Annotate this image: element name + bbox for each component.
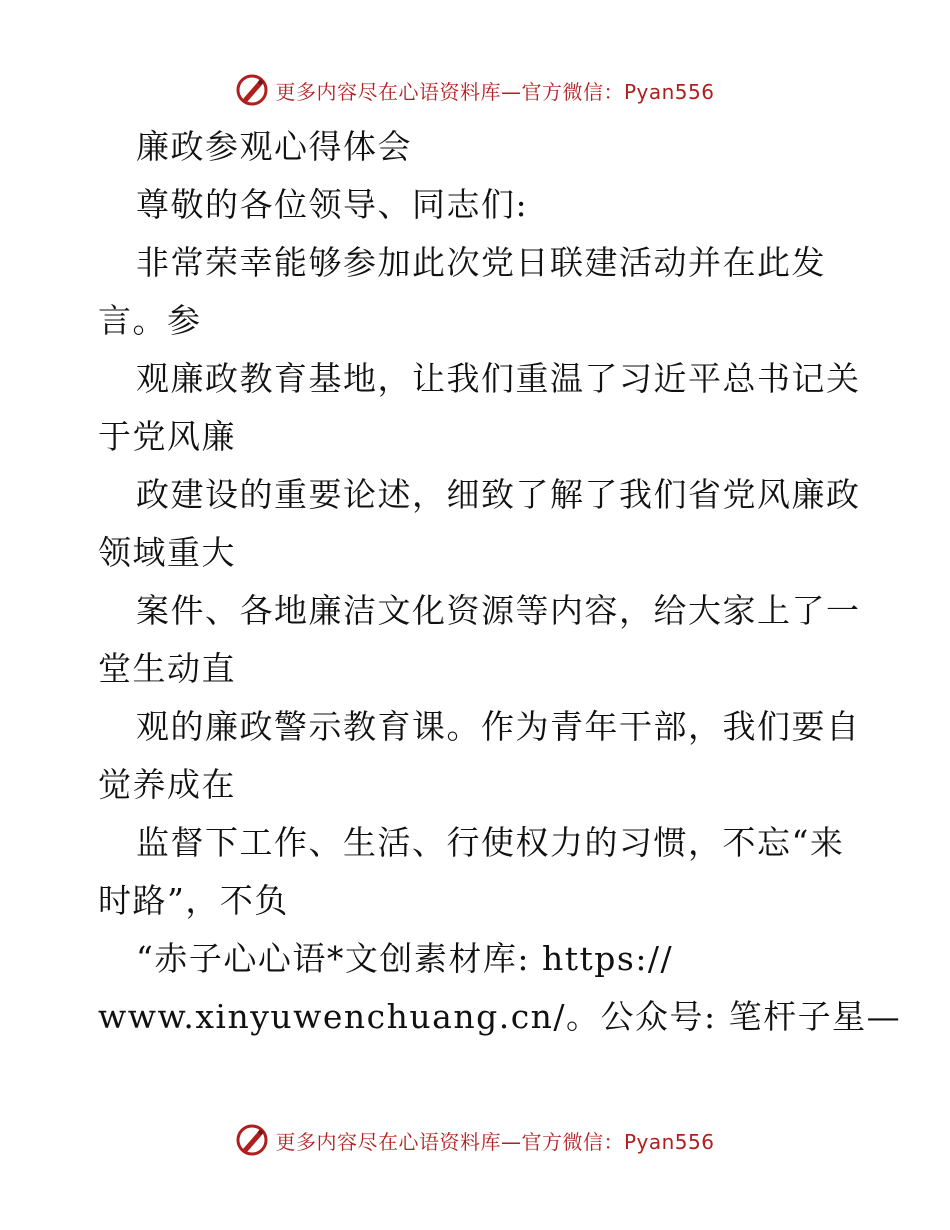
paragraph-line: www.xinyuwenchuang.cn/。公众号: 笔杆子星— — [98, 997, 902, 1036]
paragraph-line: 观廉政教育基地，让我们重温了习近平总书记关 — [136, 359, 861, 398]
document-body — [98, 118, 902, 1046]
paragraph-line: 于党风廉 — [98, 417, 236, 456]
paragraph-line: 时路”，不负 — [98, 881, 289, 920]
paragraph-line: “赤子心心语*文创素材库: https:// — [136, 939, 674, 978]
paragraph-line: 政建设的重要论述，细致了解了我们省党风廉政 — [136, 475, 861, 514]
paragraph-line: 堂生动直 — [98, 649, 236, 688]
paragraph-line: 言。参 — [98, 301, 202, 340]
pen-circle-icon — [235, 1123, 269, 1157]
paragraph-line: 案件、各地廉洁文化资源等内容，给大家上了一 — [136, 591, 861, 630]
paragraph-line: 监督下工作、生活、行使权力的习惯，不忘“来 — [136, 823, 845, 862]
paragraph-line: 觉养成在 — [98, 765, 236, 804]
document-title: 廉政参观心得体会 — [136, 127, 412, 166]
footer-watermark-text: 更多内容尽在心语资料库—官方微信：Pyan556 — [275, 1129, 715, 1154]
salutation: 尊敬的各位领导、同志们: — [136, 185, 529, 224]
paragraph-line: 领域重大 — [98, 533, 236, 572]
footer-watermark-banner — [0, 1120, 950, 1160]
paragraph-line: 观的廉政警示教育课。作为青年干部，我们要自 — [136, 707, 861, 746]
header-watermark-banner — [0, 70, 950, 110]
paragraph-line: 非常荣幸能够参加此次党日联建活动并在此发 — [136, 243, 826, 282]
header-watermark-text: 更多内容尽在心语资料库—官方微信：Pyan556 — [275, 79, 715, 104]
pen-circle-icon — [235, 73, 269, 107]
